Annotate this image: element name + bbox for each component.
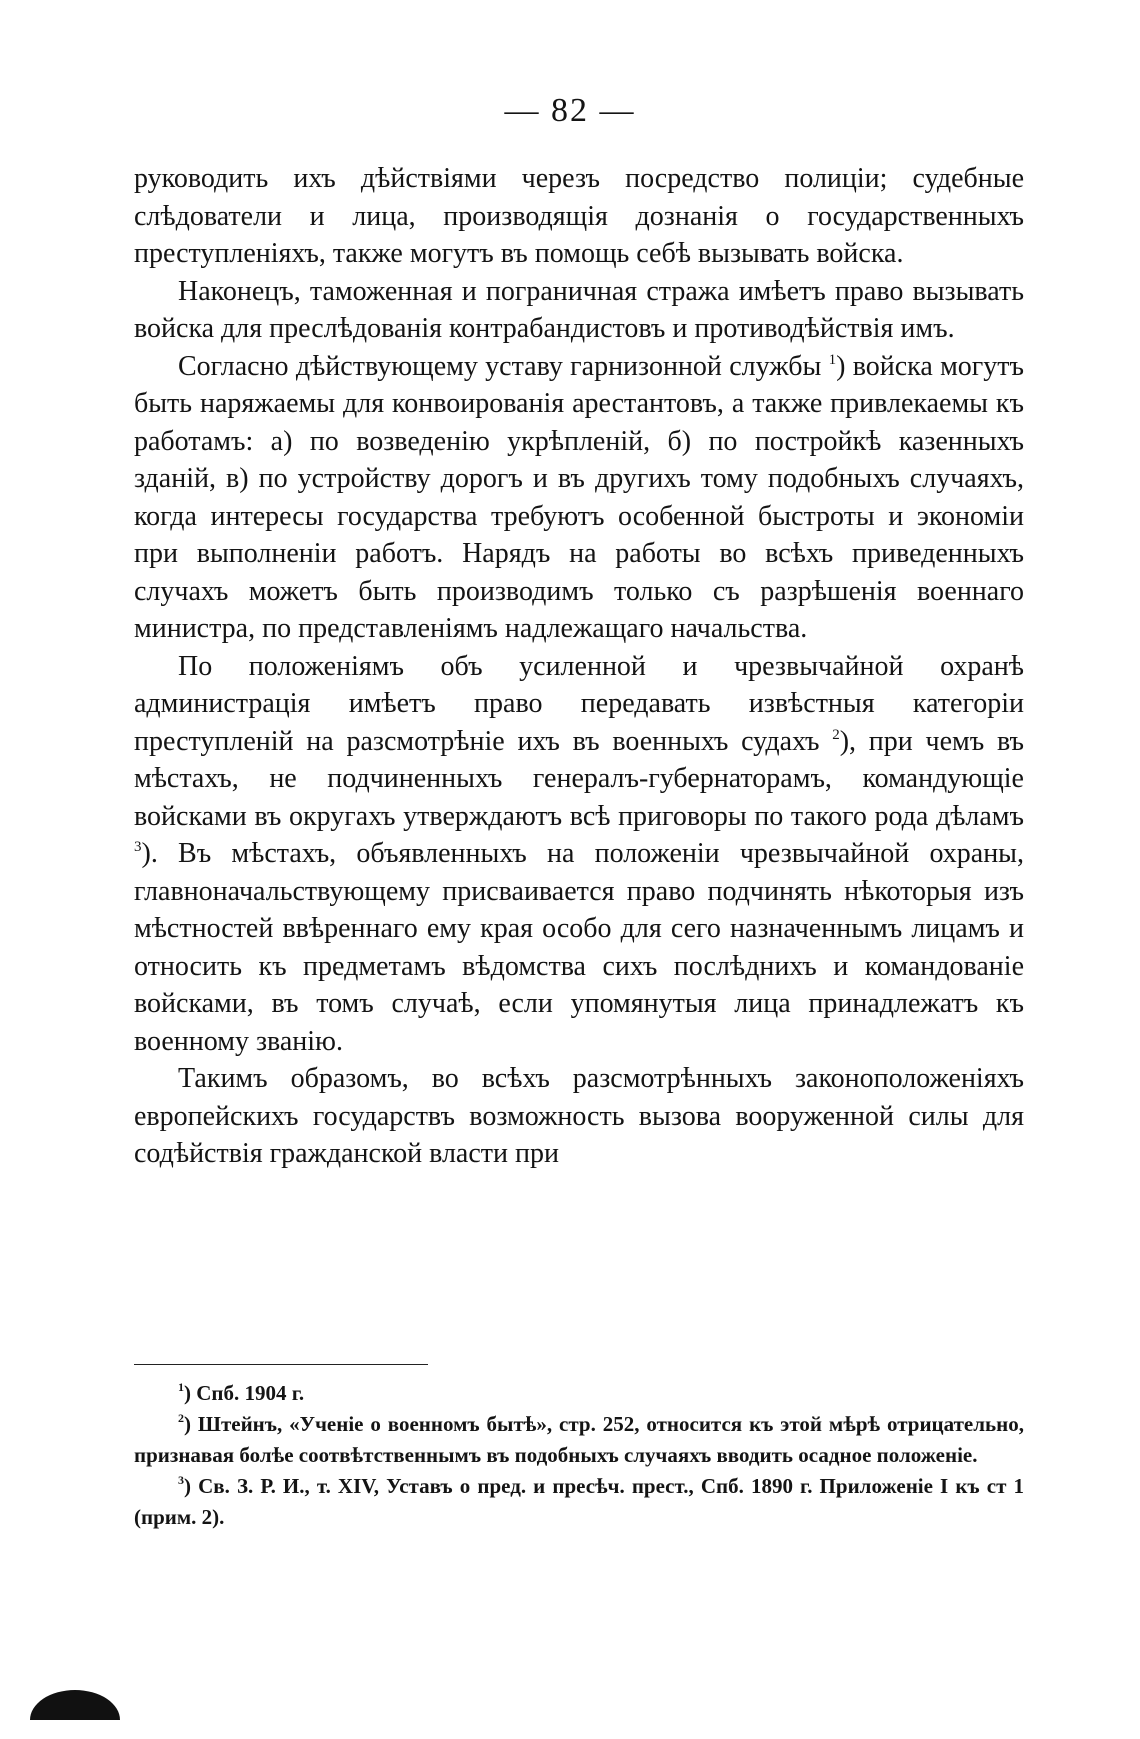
ink-blot-mark xyxy=(30,1690,120,1720)
footnote-ref-2: 2 xyxy=(832,726,840,743)
footnote-3 xyxy=(134,1471,1024,1533)
footnote-text: ) Св. З. Р. И., т. XIV, Уставъ о пред. и пресѣч. прест., Спб. 1890 г. Приложеніе I къ ст 1 (прим. 2). xyxy=(134,1474,1024,1529)
footnote-marker: 2 xyxy=(178,1411,184,1425)
footnote-marker: 3 xyxy=(178,1473,184,1487)
paragraph-3-text-a: Согласно дѣйствующему уставу гарнизонной службы xyxy=(178,350,822,382)
footnotes xyxy=(134,1378,1024,1533)
paragraph-4 xyxy=(134,648,1024,1061)
footnote-1 xyxy=(134,1378,1024,1409)
body-text xyxy=(134,160,1024,1173)
footnote-marker: 1 xyxy=(178,1380,184,1394)
paragraph-3 xyxy=(134,348,1024,648)
footnote-ref-1: 1 xyxy=(828,351,837,368)
paragraph-2: Наконецъ, таможенная и пограничная стража имѣетъ право вызывать войска для преслѣдованія контрабандистовъ и противодѣйствія имъ. xyxy=(134,275,1024,344)
paragraph-4-text-c: ). Въ мѣстахъ, объявленныхъ на положеніи чрезвычайной охраны, главноначальствующему присваивается право подчинять нѣкоторыя изъ мѣстностей ввѣреннаго ему края особо для сего назначеннымъ лицамъ и относить къ предметамъ вѣдомства сихъ послѣднихъ и командованіе войсками, въ томъ случаѣ, если упомянутыя лица принадлежатъ къ военному званію. xyxy=(134,838,1024,1057)
footnote-ref-3: 3 xyxy=(134,839,142,855)
paragraph-4-text-a: По положеніямъ объ усиленной и чрезвычайной охранѣ администрація имѣетъ право передавать извѣстныя категоріи преступленій на разсмотрѣніе ихъ въ военныхъ судахъ xyxy=(134,650,1024,757)
paragraph-1: руководить ихъ дѣйствіями черезъ посредство полиціи; судебные слѣдователи и лица, производящія дознанія о государственныхъ преступленіяхъ, также могутъ въ помощь себѣ вызывать войска. xyxy=(134,163,1024,269)
paragraph-3-text-b: ) войска могутъ быть наряжаемы для конвоированія арестантовъ, а также привлекаемы къ работамъ: а) по возведенію укрѣпленій, б) по постройкѣ казенныхъ зданій, в) по устройству дорогъ и въ другихъ тому подобныхъ случаяхъ, когда интересы государства требуютъ особенной быстроты и экономіи при выполненіи работъ. Нарядъ на работы во всѣхъ приведенныхъ случахъ можетъ быть производимъ только съ разрѣшенія военнаго министра, по представленіямъ надлежащаго начальства. xyxy=(134,350,1025,644)
paragraph-4-text-b: ), при чемъ въ мѣстахъ, не подчиненныхъ генералъ-губернаторамъ, командующіе войсками въ округахъ утверждаютъ всѣ приговоры по такого рода дѣламъ xyxy=(134,725,1024,832)
paragraph-5: Такимъ образомъ, во всѣхъ разсмотрѣнныхъ законоположеніяхъ европейскихъ государствъ возможность вызова вооруженной силы для содѣйствія гражданской власти при xyxy=(134,1063,1024,1169)
footnote-2 xyxy=(134,1409,1024,1471)
footnote-text: ) Штейнъ, «Ученіе о военномъ бытѣ», стр. 252, относится къ этой мѣрѣ отрицательно, признавая болѣе соотвѣтственнымъ въ подобныхъ случаяхъ вводить осадное положеніе. xyxy=(134,1412,1024,1467)
page-number: — 82 — xyxy=(504,92,636,129)
footnote-text: ) Спб. 1904 г. xyxy=(184,1381,305,1405)
footnote-divider xyxy=(134,1364,428,1365)
